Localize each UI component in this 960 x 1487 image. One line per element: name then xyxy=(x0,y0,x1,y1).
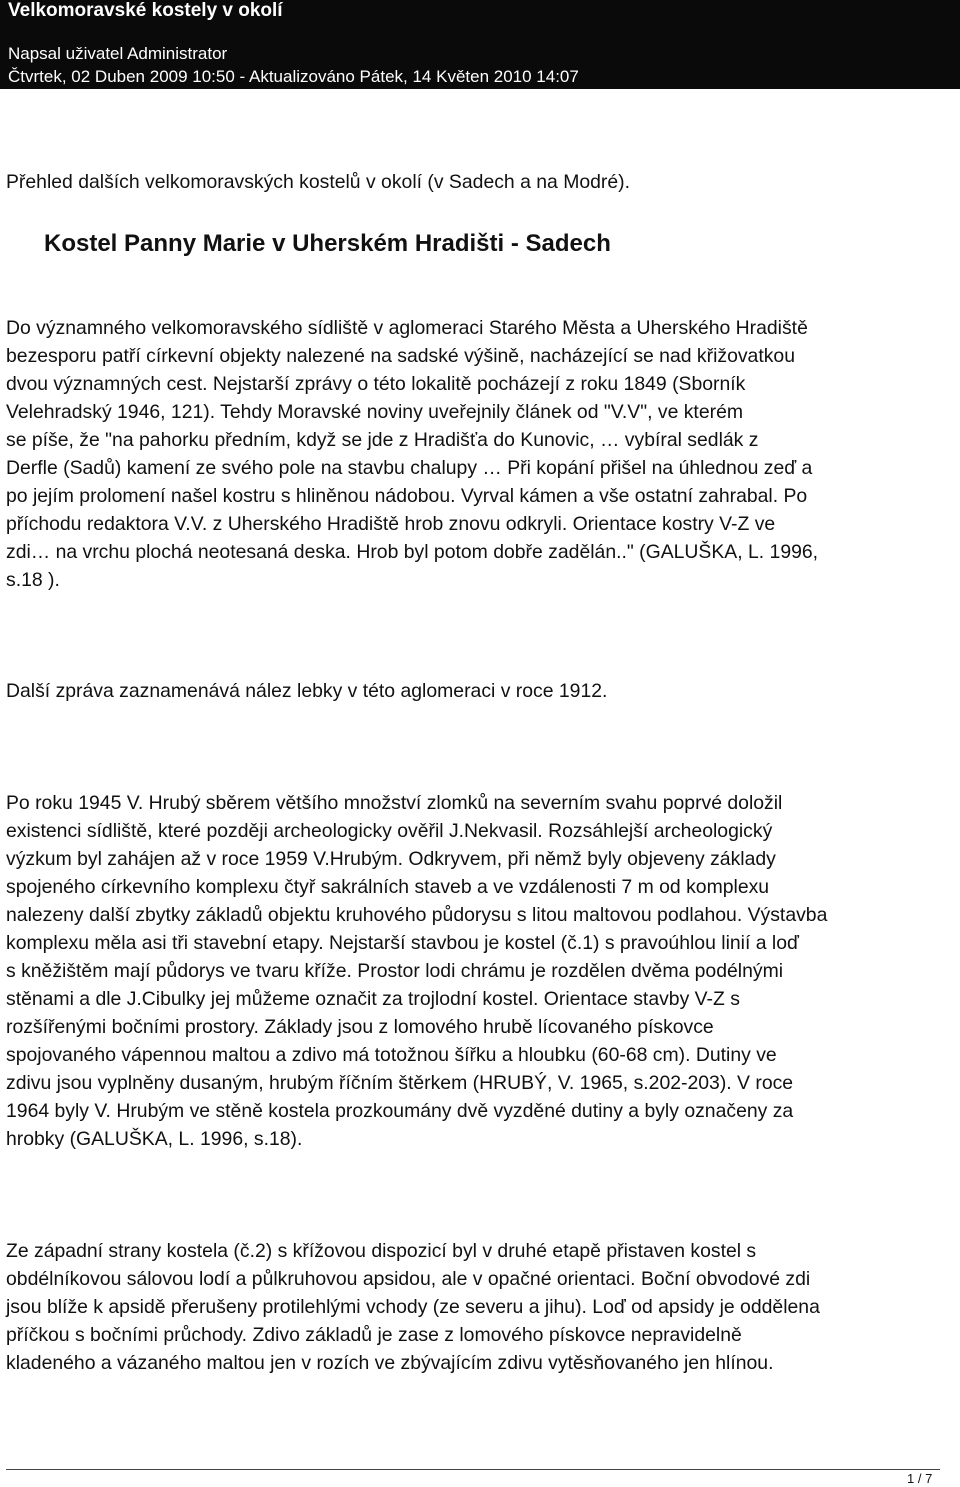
paragraph-line: jsou blíže k apsidě přerušeny protilehlými vchody (ze severu a jihu). Loď od apsidy je oddělena xyxy=(6,1296,820,1318)
paragraph-line: po jejím prolomení našel kostru s hliněnou nádobou. Vyrval kámen a vše ostatní zahrabal. Po xyxy=(6,485,808,507)
paragraph-line: Do významného velkomoravského sídliště v aglomeraci Starého Města a Uherského Hradiště xyxy=(6,317,808,339)
footer-divider xyxy=(6,1469,940,1470)
paragraph-line: spojeného církevního komplexu čtyř sakrálních staveb a ve vzdálenosti 7 m od komplexu xyxy=(6,876,770,898)
paragraph-line: kladeného a vázaného maltou jen v rozích ve zbývajícím zdivu vytěsňovaného jen hlínou. xyxy=(6,1352,774,1374)
paragraph-line: Velehradský 1946, 121). Tehdy Moravské noviny uveřejnily článek od "V.V", ve kterém xyxy=(6,401,744,423)
paragraph-line: Další zpráva zaznamenává nález lebky v této aglomeraci v roce 1912. xyxy=(6,680,608,702)
paragraph-line: s.18 ). xyxy=(6,569,60,591)
paragraph-line: obdélníkovou sálovou lodí a půlkruhovou apsidou, ale v opačné orientaci. Boční obvodové zdi xyxy=(6,1268,811,1290)
paragraph-line: s kněžištěm mají půdorys ve tvaru kříže. Prostor lodi chrámu je rozdělen dvěma podélnými xyxy=(6,960,784,982)
paragraph-line: hrobky (GALUŠKA, L. 1996, s.18). xyxy=(6,1128,303,1150)
header-bar xyxy=(0,0,960,89)
paragraph-line: se píše, že "na pahorku předním, když se jde z Hradišťa do Kunovic, … vybíral sedlák z xyxy=(6,429,759,451)
page-number: 1 / 7 xyxy=(907,1471,933,1486)
paragraph-line: existenci sídliště, které později archeologicky ověřil J.Nekvasil. Rozsáhlejší archeologický xyxy=(6,820,773,842)
paragraph-line: komplexu měla asi tři stavební etapy. Nejstarší stavbou je kostel (č.1) s pravoúhlou linií a loď xyxy=(6,932,799,954)
paragraph-line: zdivu jsou vyplněny dusaným, hrubým říčním štěrkem (HRUBÝ, V. 1965, s.202-203). V roce xyxy=(6,1072,794,1094)
paragraph-line: stěnami a dle J.Cibulky jej můžeme označit za trojlodní kostel. Orientace stavby V-Z s xyxy=(6,988,740,1010)
paragraph-line: příčkou s bočními průchody. Zdivo základů je zase z lomového pískovce nepravidelně xyxy=(6,1324,742,1346)
paragraph-line: Derfle (Sadů) kamení ze svého pole na stavbu chalupy … Při kopání přišel na úhlednou zeď a xyxy=(6,457,813,479)
paragraph-line: Po roku 1945 V. Hrubý sběrem většího množství zlomků na severním svahu poprvé doložil xyxy=(6,792,783,814)
article-heading: Kostel Panny Marie v Uherském Hradišti - Sadech xyxy=(44,230,611,257)
paragraph-line: zdi… na vrchu plochá neotesaná deska. Hrob byl potom dobře zadělán.." (GALUŠKA, L. 1996, xyxy=(6,541,819,563)
intro-text: Přehled dalších velkomoravských kostelů v okolí (v Sadech a na Modré). xyxy=(6,171,631,193)
paragraph-line: spojovaného vápennou maltou a zdivo má totožnou šířku a hloubku (60-68 cm). Dutiny ve xyxy=(6,1044,777,1066)
author-line: Napsal uživatel Administrator xyxy=(8,44,228,63)
paragraph-line: rozšířenými bočními prostory. Základy jsou z lomového hrubě lícovaného pískovce xyxy=(6,1016,714,1038)
paragraph-line: dvou významných cest. Nejstarší zprávy o této lokalitě pocházejí z roku 1849 (Sborník xyxy=(6,373,746,395)
paragraph-line: nalezeny další zbytky základů objektu kruhového půdorysu s litou maltovou podlahou. Výstavba xyxy=(6,904,828,926)
paragraph-line: bezesporu patří církevní objekty nalezené na sadské výšině, nacházející se nad křižovatkou xyxy=(6,345,795,367)
date-line: Čtvrtek, 02 Duben 2009 10:50 - Aktualizováno Pátek, 14 Květen 2010 14:07 xyxy=(8,67,579,86)
paragraph-line: 1964 byly V. Hrubým ve stěně kostela prozkoumány dvě vyzděné dutiny a byly označeny za xyxy=(6,1100,794,1122)
paragraph-line: Ze západní strany kostela (č.2) s křížovou dispozicí byl v druhé etapě přistaven kostel s xyxy=(6,1240,757,1262)
paragraph-line: příchodu redaktora V.V. z Uherského Hradiště hrob znovu odkryli. Orientace kostry V-Z ve xyxy=(6,513,776,535)
paragraph-line: výzkum byl zahájen až v roce 1959 V.Hrubým. Odkryvem, při němž byly objeveny základy xyxy=(6,848,776,870)
page-title: Velkomoravské kostely v okolí xyxy=(8,0,283,21)
